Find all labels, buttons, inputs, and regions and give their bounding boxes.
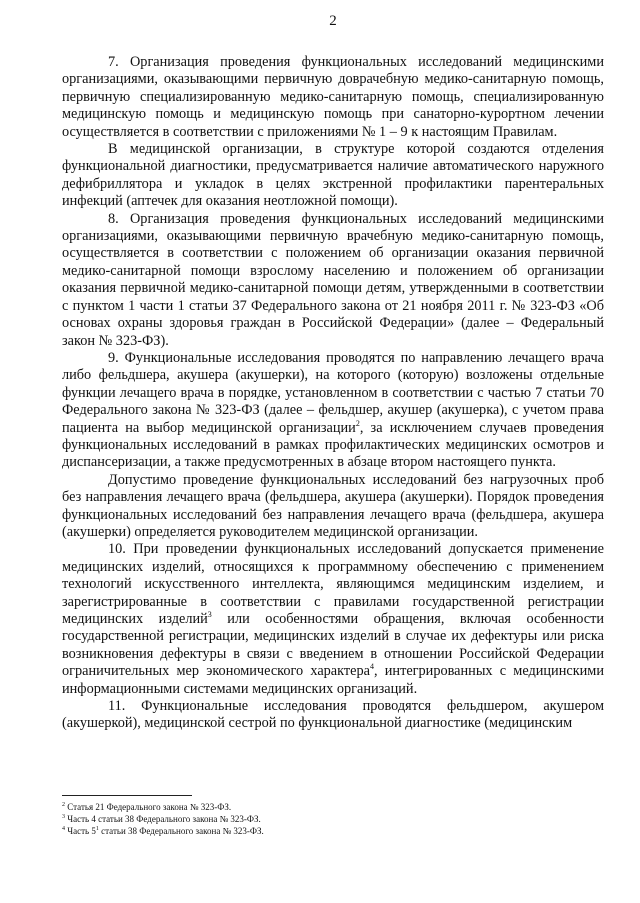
footnote-text-rest: статьи 38 Федерального закона № 323-ФЗ. — [98, 826, 264, 836]
paragraph-10-text-cont: или особенностями обращения, включая особенности государственной регистрации, медицинских изделий в случае их дефектуры или риска возникновения дефектуры в связи с введением в отношении Российской Федерации ограничительных мер экономического характера — [62, 611, 604, 680]
paragraph-9-referral: Допустимо проведение функциональных исследований без нагрузочных проб без направления лечащего врача (фельдшера, акушера (акушерки). Порядок проведения функциональных исследований без направления лечащего врача (фельдшера, акушера (акушерки) определяется руководителем медицинской организации. — [62, 471, 604, 540]
footnote-mark: 3 — [62, 814, 65, 820]
footnote-2 — [62, 801, 264, 813]
paragraph-8: 8. Организация проведения функциональных исследований медицинскими организациями, оказывающими первичную врачебную медико-санитарную помощь, осуществляется в соответствии с положением об организации оказания первичной медико-санитарной помощи взрослому населению и положением об организации оказания первичной медико-санитарной помощи детям, утвержденными в соответствии с пунктом 1 части 1 статьи 37 Федерального закона от 21 ноября 2011 г. № 323-ФЗ «Об основах охраны здоровья граждан в Российской Федерации» (далее – Федеральный закон № 323-ФЗ). — [62, 210, 604, 349]
footnotes — [62, 801, 264, 837]
footnote-ref-2: 2 — [355, 418, 360, 428]
footnote-ref-4: 4 — [370, 662, 375, 672]
paragraph-9-text-cont: , за исключением случаев проведения функциональных исследований в рамках профилактических медицинских осмотров и диспансеризации, а также предусмотренных в абзаце втором настоящего пункта. — [62, 419, 604, 471]
paragraph-10-text: 10. При проведении функциональных исследований допускается применение медицинских изделий, относящихся к программному обеспечению с применением технологий искусственного интеллекта, являющимся медицинским изделием, и зарегистрированные в соответствии с правилами государственной регистрации медицинских изделий — [62, 541, 604, 627]
paragraph-11: 11. Функциональные исследования проводятся фельдшером, акушером (акушеркой), медицинской сестрой по функциональной диагностике (медицинским — [62, 698, 604, 732]
footnote-divider — [62, 795, 192, 796]
paragraph-7-defibrillator: В медицинской организации, в структуре которой создаются отделения функциональной диагностики, предусматривается наличие автоматического наружного дефибриллятора и укладок в целях экстренной профилактики парентеральных инфекций (аптечек для оказания неотложной помощи). — [62, 141, 604, 210]
footnote-mark: 2 — [62, 802, 65, 808]
paragraph-9 — [62, 350, 604, 472]
footnote-inner-sup: 1 — [95, 826, 99, 832]
footnote-ref-3: 3 — [207, 610, 212, 620]
footnote-4 — [62, 825, 264, 837]
paragraph-9-text: 9. Функциональные исследования проводятся по направлению лечащего врача либо фельдшера, акушера (акушерки), на которого (которую) возложены отдельные функции лечащего врача в порядке, установленном в соответствии с частью 7 статьи 70 Федерального закона № 323-ФЗ (далее – фельдшер, акушер (акушерка), с учетом права пациента на выбор медицинской организации — [62, 349, 604, 436]
footnote-text: Часть 4 статьи 38 Федерального закона № 323-ФЗ. — [67, 814, 261, 824]
footnote-3 — [62, 813, 264, 825]
paragraph-10 — [62, 541, 604, 698]
paragraph-10-text-end: , интегрированных с медицинскими информационными системами медицинских организаций. — [62, 663, 604, 697]
footnote-mark: 4 — [62, 826, 65, 832]
page-number: 2 — [329, 13, 337, 29]
footnote-text: Статья 21 Федерального закона № 323-ФЗ. — [67, 802, 232, 812]
footnote-text: Часть 5 — [67, 826, 96, 836]
document-body — [62, 54, 604, 733]
paragraph-7: 7. Организация проведения функциональных исследований медицинскими организациями, оказывающими первичную доврачебную медико-санитарную помощь, первичную специализированную медико-санитарную помощь, специализированную медицинскую помощь и медицинскую помощь при санаторно-курортном лечении осуществляется в соответствии с приложениями № 1 – 9 к настоящим Правилам. — [62, 54, 604, 140]
